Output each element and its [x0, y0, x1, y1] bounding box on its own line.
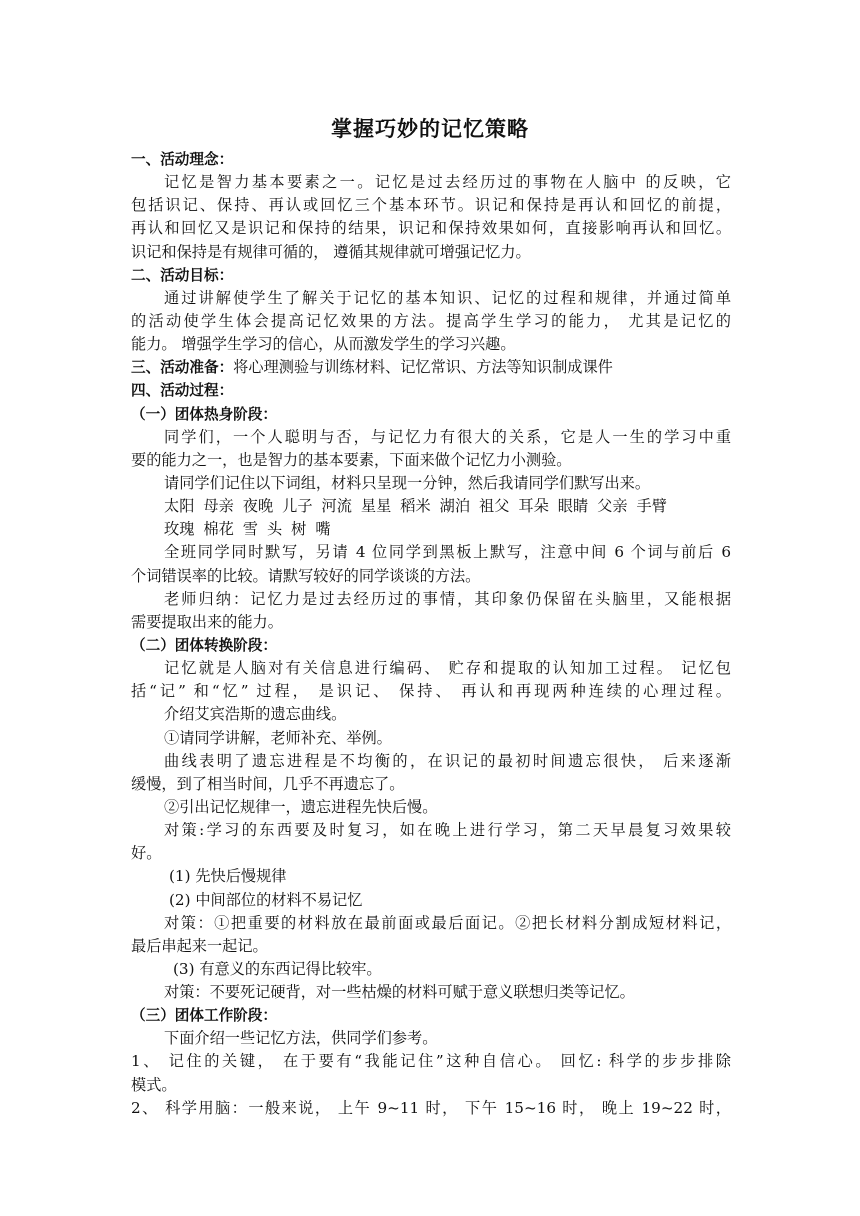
- rule-item: (2) 中间部位的材料不易记忆: [169, 890, 363, 909]
- word-item: 湖泊: [439, 497, 470, 516]
- word-item: 祖父: [479, 497, 510, 516]
- paragraph-line: 包括识记、保持、再认或回忆三个基本环节。识记和保持是再认和回忆的前提，: [131, 196, 731, 215]
- word-list-row: [131, 495, 731, 518]
- paragraph-line: 全班同学同时默写，另请 4 位同学到黑板上默写，注意中间 6 个词与前后 6: [164, 543, 731, 562]
- paragraph-line: 最后串起来一起记。: [131, 936, 268, 955]
- paragraph-line: 的活动使学生体会提高记忆效果的方法。提高学生学习的能力， 尤其是记忆的: [131, 311, 731, 330]
- paragraph-line: 好。: [131, 844, 162, 863]
- paragraph-line: ①请同学讲解，老师补充、举例。: [164, 728, 392, 747]
- paragraph-line: 个词错误率的比较。请默写较好的同学谈谈的方法。: [131, 566, 481, 585]
- preparation-text: 将心理测验与训练材料、记忆常识、方法等知识制成课件: [233, 358, 613, 377]
- word-item: 太阳: [164, 497, 195, 516]
- word-item: 玫瑰: [164, 520, 195, 539]
- numbered-item: 1、 记住的关键， 在于要有“我能记住”这种自信心。 回忆: 科学的步步排除: [131, 1052, 731, 1071]
- paragraph-line: 括“记” 和“忆” 过程， 是识记、 保持、 再认和再现两种连续的心理过程。: [131, 682, 731, 701]
- section-heading-concept: 一、活动理念：: [131, 151, 234, 168]
- paragraph-line: 再认和回忆又是识记和保持的结果，识记和保持效果如何，直接影响再认和回忆。: [131, 219, 731, 238]
- paragraph-line: 需要提取出来的能力。: [131, 612, 283, 631]
- word-item: 河流: [321, 497, 352, 516]
- word-list-row: [131, 518, 731, 541]
- paragraph-line: 能力。 增强学生学习的信心，从而激发学生的学习兴趣。: [131, 335, 516, 354]
- word-item: 夜晚: [242, 497, 274, 516]
- word-item: 稻米: [400, 497, 431, 516]
- paragraph-line: 对策：①把重要的材料放在最前面或最后面记。②把长材料分割成短材料记，: [164, 913, 731, 932]
- word-item: 棉花: [203, 520, 234, 539]
- paragraph-line: 对策：不要死记硬背，对一些枯燥的材料可赋于意义联想归类等记忆。: [164, 983, 635, 1002]
- word-item: 雪: [242, 520, 258, 539]
- subsection-heading-working: （三）团体工作阶段：: [131, 1007, 277, 1025]
- paragraph-line: 缓慢，到了相当时间，几乎不再遗忘了。: [131, 774, 405, 793]
- paragraph-line: ②引出记忆规律一，遗忘进程先快后慢。: [164, 797, 438, 816]
- paragraph-line: 同学们，一个人聪明与否，与记忆力有很大的关系，它是人一生的学习中重: [164, 427, 731, 446]
- paragraph-line: 要的能力之一，也是智力的基本要素，下面来做个记忆力小测验。: [131, 450, 572, 469]
- word-item: 儿子: [282, 497, 313, 516]
- word-item: 手臂: [636, 497, 667, 516]
- section-heading-goals: 二、活动目标：: [131, 266, 234, 284]
- paragraph-line: 下面介绍一些记忆方法，供同学们参考。: [164, 1029, 438, 1048]
- paragraph-line: 对策:学习的东西要及时复习，如在晚上进行学习，第二天早晨复习效果较: [164, 821, 731, 840]
- section-heading-preparation: 三、活动准备：: [131, 359, 234, 377]
- word-item: 树: [291, 520, 307, 539]
- paragraph-line: 记忆就是人脑对有关信息进行编码、 贮存和提取的认知加工过程。 记忆包: [164, 659, 731, 678]
- section-heading-process: 四、活动过程：: [131, 382, 234, 400]
- paragraph-line: 请同学们记住以下词组，材料只呈现一分钟，然后我请同学们默写出来。: [164, 473, 650, 492]
- paragraph-line: 介绍艾宾浩斯的遗忘曲线。: [164, 705, 347, 724]
- rule-item: (1) 先快后慢规律: [169, 867, 287, 886]
- paragraph-line: 通过讲解使学生了解关于记忆的基本知识、记忆的过程和规律，并通过简单: [164, 288, 731, 307]
- word-item: 耳朵: [518, 497, 549, 516]
- page-title: 掌握巧妙的记忆策略: [331, 117, 529, 141]
- subsection-heading-transition: （二）团体转换阶段：: [131, 636, 277, 654]
- word-item: 星星: [360, 497, 392, 516]
- paragraph-line: 识记和保持是有规律可循的， 遵循其规律就可增强记忆力。: [131, 242, 531, 261]
- word-item: 母亲: [203, 497, 234, 516]
- document-body: [131, 148, 731, 1120]
- word-item: 眼睛: [557, 497, 589, 516]
- word-item: 头: [266, 520, 283, 539]
- section-preparation: [131, 356, 731, 379]
- rule-item: (3) 有意义的东西记得比较牢。: [173, 959, 382, 978]
- paragraph-line: 模式。: [131, 1075, 177, 1094]
- subsection-heading-warmup: （一）团体热身阶段：: [131, 405, 277, 423]
- word-item: 嘴: [315, 520, 331, 539]
- numbered-item: 2、 科学用脑：一般来说， 上午 9~11 时， 下午 15~16 时， 晚上 19~22 时，: [131, 1098, 731, 1117]
- word-item: 父亲: [597, 497, 628, 516]
- paragraph-line: 老师归纳：记忆力是过去经历过的事情，其印象仍保留在头脑里，又能根据: [164, 589, 731, 608]
- paragraph-line: 曲线表明了遗忘进程是不均衡的，在识记的最初时间遗忘很快， 后来逐渐: [164, 751, 731, 770]
- paragraph-line: 记忆是智力基本要素之一。记忆是过去经历过的事物在人脑中 的反映，它: [164, 173, 731, 192]
